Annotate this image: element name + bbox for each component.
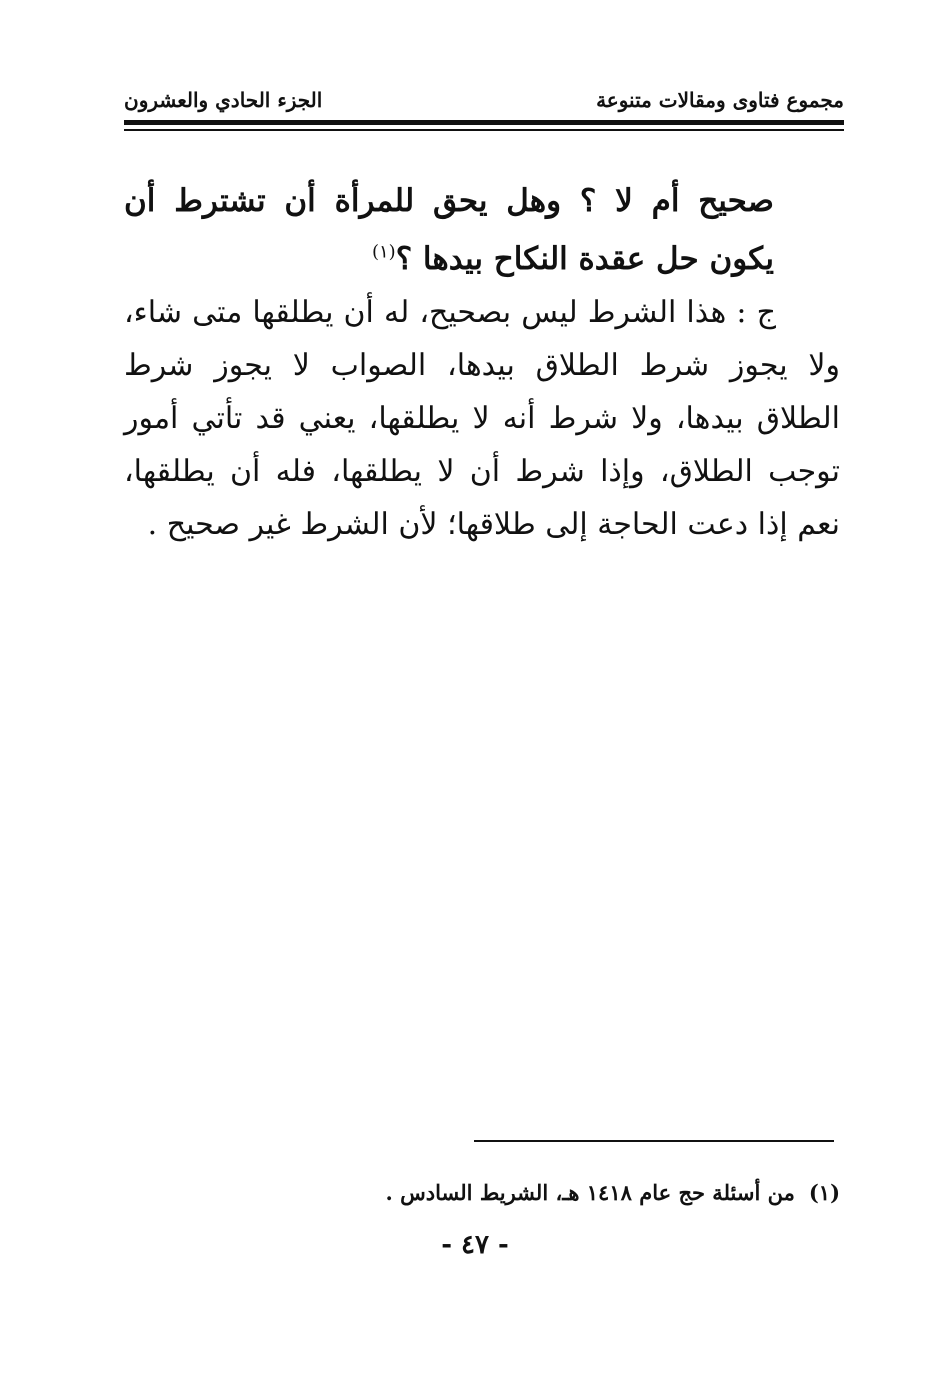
- question-paragraph: [124, 172, 774, 288]
- footnote-text: من أسئلة حج عام ١٤١٨ هـ، الشريط السادس .: [385, 1180, 795, 1205]
- header-rule-thin: [124, 129, 844, 131]
- answer-paragraph: ج : هذا الشرط ليس بصحيح، له أن يطلقها متى شاء، ولا يجوز شرط الطلاق بيدها، الصواب لا يجوز شرط الطلاق بيدها، ولا شرط أنه لا يطلقها، يعني قد تأتي أمور توجب الطلاق، وإذا شرط أن لا يطلقها، فله أن يطلقها، نعم إذا دعت الحاجة إلى طلاقها؛ لأن الشرط غير صحيح .: [124, 295, 840, 542]
- footnote: [124, 1180, 840, 1205]
- footnote-number: (١): [808, 1180, 840, 1205]
- page-number: - ٤٧ -: [441, 1230, 509, 1260]
- footnote-reference[interactable]: (١): [371, 241, 396, 263]
- book-title: مجموع فتاوى ومقالات متنوعة: [596, 88, 844, 112]
- question-text: صحيح أم لا ؟ وهل يحق للمرأة أن تشترط أن يكون حل عقدة النكاح بيدها ؟: [124, 183, 774, 277]
- header-rule-thick: [124, 120, 844, 125]
- footnote-separator: [474, 1140, 834, 1142]
- volume-title: الجزء الحادي والعشرون: [124, 88, 323, 112]
- running-header: [124, 84, 844, 116]
